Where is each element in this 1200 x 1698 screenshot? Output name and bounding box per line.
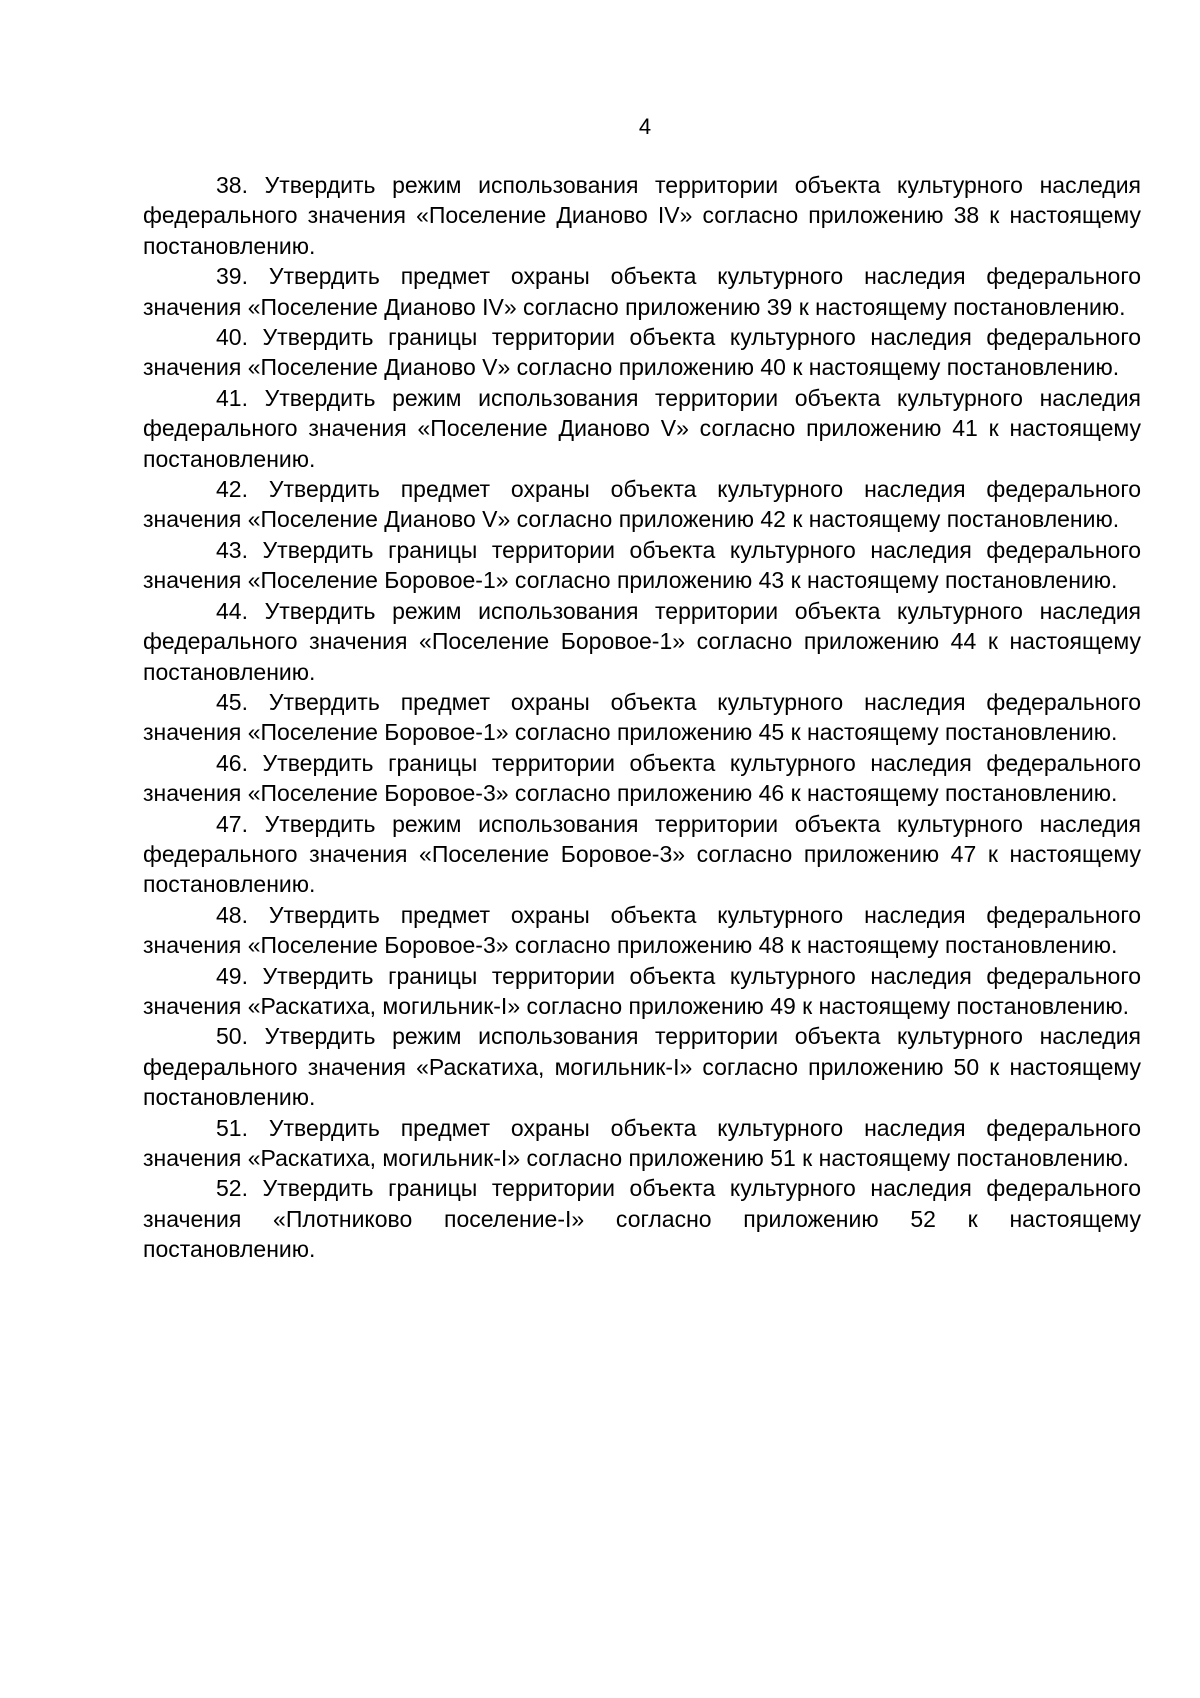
- clause-48: 48. Утвердить предмет охраны объекта культурного наследия федерального значения «Поселение Боровое-3» согласно приложению 48 к настоящему постановлению.: [143, 901, 1141, 959]
- clause-51: 51. Утвердить предмет охраны объекта культурного наследия федерального значения «Раскатиха, могильник-I» согласно приложению 51 к настоящему постановлению.: [143, 1114, 1141, 1171]
- clause-41: 41. Утвердить режим использования территории объекта культурного наследия федерального значения «Поселение Дианово V» согласно приложению 41 к настоящему постановлению.: [143, 384, 1141, 472]
- clause-47: 47. Утвердить режим использования территории объекта культурного наследия федерального значения «Поселение Боровое-3» согласно приложению 47 к настоящему постановлению.: [143, 810, 1141, 898]
- clause-42: 42. Утвердить предмет охраны объекта культурного наследия федерального значения «Поселение Дианово V» согласно приложению 42 к настоящему постановлению.: [143, 476, 1141, 533]
- clause-40: 40. Утвердить границы территории объекта культурного наследия федерального значения «Поселение Дианово V» согласно приложению 40 к настоящему постановлению.: [143, 324, 1141, 381]
- page-number: 4: [638, 114, 652, 139]
- clause-38: 38. Утвердить режим использования территории объекта культурного наследия федерального значения «Поселение Дианово IV» согласно приложению 38 к настоящему постановлению.: [143, 172, 1141, 259]
- clause-52: 52. Утвердить границы территории объекта культурного наследия федерального значения «Плотниково поселение-I» согласно приложению 52 к настоящему постановлению.: [143, 1175, 1141, 1263]
- clause-44: 44. Утвердить режим использования территории объекта культурного наследия федерального значения «Поселение Боровое-1» согласно приложению 44 к настоящему постановлению.: [143, 597, 1141, 685]
- clause-39: 39. Утвердить предмет охраны объекта культурного наследия федерального значения «Поселение Дианово IV» согласно приложению 39 к настоящему постановлению.: [143, 263, 1141, 320]
- clause-49: 49. Утвердить границы территории объекта культурного наследия федерального значения «Раскатиха, могильник-I» согласно приложению 49 к настоящему постановлению.: [143, 962, 1141, 1019]
- clause-50: 50. Утвердить режим использования территории объекта культурного наследия федерального значения «Раскатиха, могильник-I» согласно приложению 50 к настоящему постановлению.: [143, 1023, 1141, 1111]
- clause-46: 46. Утвердить границы территории объекта культурного наследия федерального значения «Поселение Боровое-3» согласно приложению 46 к настоящему постановлению.: [143, 749, 1141, 807]
- clause-45: 45. Утвердить предмет охраны объекта культурного наследия федерального значения «Поселение Боровое-1» согласно приложению 45 к настоящему постановлению.: [143, 688, 1141, 746]
- clause-43: 43. Утвердить границы территории объекта культурного наследия федерального значения «Поселение Боровое-1» согласно приложению 43 к настоящему постановлению.: [143, 536, 1141, 594]
- document-body: [143, 170, 1141, 1265]
